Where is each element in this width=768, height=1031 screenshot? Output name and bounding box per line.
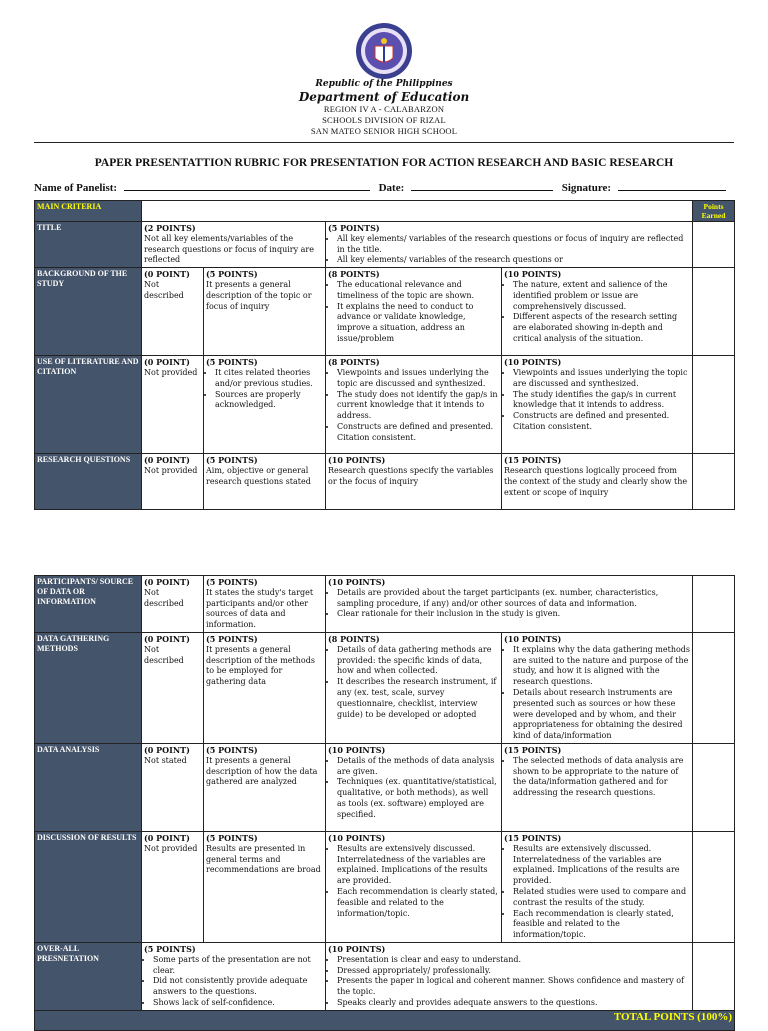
literature-5pts: (5 POINTS) • It cites related theories and/or previous studies. • Sources are properly acknowledged. xyxy=(204,356,326,454)
criterion-gathering: DATA GATHERING METHODS xyxy=(35,632,142,743)
signature-label: Signature: xyxy=(561,182,612,194)
participants-points-cell[interactable] xyxy=(693,576,735,633)
participants-0pt: (0 POINT) Not described xyxy=(142,576,204,633)
header-blank xyxy=(142,201,693,222)
points-earned-header: Points Earned xyxy=(693,201,735,222)
participants-5pts: (5 POINTS) It states the study's target participants and/or other sources of data and information. xyxy=(204,576,326,633)
total-points-row: TOTAL POINTS (100%) xyxy=(35,1010,735,1030)
signature-blank[interactable] xyxy=(618,181,726,191)
region-line: REGION IV A - CALABARZON xyxy=(323,104,445,114)
criterion-participants: PARTICIPANTS/ SOURCE OF DATA OR INFORMATION xyxy=(35,576,142,633)
criterion-title: TITLE xyxy=(35,222,142,268)
criterion-questions: RESEARCH QUESTIONS xyxy=(35,454,142,510)
analysis-5pts: (5 POINTS) It presents a general description of how the data gathered are analyzed xyxy=(204,743,326,831)
date-blank[interactable] xyxy=(411,181,553,191)
rubric-table-part1 xyxy=(34,200,735,510)
document-title: PAPER PRESENTATTION RUBRIC FOR PRESENTATION FOR ACTION RESEARCH AND BASIC RESEARCH xyxy=(94,157,674,169)
discussion-points-cell[interactable] xyxy=(693,831,735,942)
overall-10pts: (10 POINTS) • Presentation is clear and easy to understand. • Dressed appropriately/ professionally. • Presents the paper in logical and coherent manner. Shows confidence and mastery of the topic. • Speaks clearly and provides adequate answers to the questions. xyxy=(326,942,693,1010)
panelist-label: Name of Panelist: xyxy=(34,182,118,194)
background-0pt: (0 POINT) Not described xyxy=(142,268,204,356)
discussion-15pts: (15 POINTS) • Results are extensively discussed. Interrelatedness of the variables are explained. Implications of the results are provided. • Related studies were used to compare and contrast the results of the study. • Each recommendation is clearly stated, feasible and related to the information/topic. xyxy=(502,831,693,942)
criterion-analysis: DATA ANALYSIS xyxy=(35,743,142,831)
main-criteria-header: MAIN CRITERIA xyxy=(35,201,142,222)
background-8pts: (8 POINTS) • The educational relevance and timeliness of the topic are shown. • It explains the need to conduct to advance or validate knowledge, improve a situation, address an issue/problem xyxy=(326,268,502,356)
gathering-5pts: (5 POINTS) It presents a general description of the methods to be employed for gathering data xyxy=(204,632,326,743)
criterion-discussion: DISCUSSION OF RESULTS xyxy=(35,831,142,942)
gathering-0pt: (0 POINT) Not described xyxy=(142,632,204,743)
criterion-literature: USE OF LITERATURE AND CITATION xyxy=(35,356,142,454)
division-line: SCHOOLS DIVISION OF RIZAL xyxy=(322,115,446,125)
analysis-10pts: (10 POINTS) • Details of the methods of data analysis are given. • Techniques (ex. quantitative/statistical, qualitative, or both methods), as well as tools (ex. software) employed are specified. xyxy=(326,743,502,831)
gathering-points-cell[interactable] xyxy=(693,632,735,743)
title-points-cell[interactable] xyxy=(693,222,735,268)
overall-points-cell[interactable] xyxy=(693,942,735,1010)
literature-points-cell[interactable] xyxy=(693,356,735,454)
department-heading: Department of Education xyxy=(298,90,470,104)
discussion-10pts: (10 POINTS) • Results are extensively discussed. Interrelatedness of the variables are explained. Implications of the results are provided. • Each recommendation is clearly stated, feasible and related to the information/topic. xyxy=(326,831,502,942)
questions-points-cell[interactable] xyxy=(693,454,735,510)
literature-8pts: (8 POINTS) • Viewpoints and issues underlying the topic are discussed and synthesized. • The study does not identify the gap/s in current knowledge that it intends to address. • Constructs are defined and presented. Citation consistent. xyxy=(326,356,502,454)
questions-5pts: (5 POINTS) Aim, objective or general research questions stated xyxy=(204,454,326,510)
rubric-table-part2 xyxy=(34,575,735,1031)
header-divider xyxy=(34,142,734,143)
background-5pts: (5 POINTS) It presents a general description of the topic or focus of inquiry xyxy=(204,268,326,356)
literature-0pt: (0 POINT) Not provided xyxy=(142,356,204,454)
criterion-overall: OVER-ALL PRESNETATION xyxy=(35,942,142,1010)
background-points-cell[interactable] xyxy=(693,268,735,356)
date-label: Date: xyxy=(378,182,405,194)
panelist-blank[interactable] xyxy=(124,181,370,191)
gathering-10pts: (10 POINTS) • It explains why the data gathering methods are suited to the nature and purpose of the study, and how it is aligned with the research questions. • Details about research instruments are presented such as sources or how these were developed and by whom, and their appropriateness for obtaining the desired kind of data/information xyxy=(502,632,693,743)
discussion-0pt: (0 POINT) Not provided xyxy=(142,831,204,942)
title-5pts: (5 POINTS) • All key elements/ variables of the research questions or focus of inquiry are reflected in the title. • All key elements/ variables of the research questions or xyxy=(326,222,693,268)
panelist-fields xyxy=(34,181,734,194)
analysis-15pts: (15 POINTS) • The selected methods of data analysis are shown to be appropriate to the nature of the data/information gathered and for addressing the research questions. xyxy=(502,743,693,831)
participants-10pts: (10 POINTS) • Details are provided about the target participants (ex. number, characteristics, sampling procedure, if any) and/or other sources of data and information. • Clear rationale for their inclusion in the study is given. xyxy=(326,576,693,633)
analysis-0pt: (0 POINT) Not stated xyxy=(142,743,204,831)
criterion-background: BACKGROUND OF THE STUDY xyxy=(35,268,142,356)
title-2pts: (2 POINTS) Not all key elements/variables of the research questions or focus of inquiry are reflected xyxy=(142,222,326,268)
background-10pts: (10 POINTS) • The nature, extent and salience of the identified problem or issue are comprehensively discussed. • Different aspects of the research setting are elaborated showing in-depth and critical analysis of the situation. xyxy=(502,268,693,356)
school-line: SAN MATEO SENIOR HIGH SCHOOL xyxy=(310,126,458,136)
literature-10pts: (10 POINTS) • Viewpoints and issues underlying the topic are discussed and synthesized. • The study identifies the gap/s in current knowledge that it intends to address. • Constructs are defined and presented. Citation consistent. xyxy=(502,356,693,454)
overall-5pts: (5 POINTS) • Some parts of the presentation are not clear. • Did not consistently provide adequate answers to the questions. • Shows lack of self-confidence. xyxy=(142,942,326,1010)
deped-seal-logo xyxy=(355,22,413,80)
republic-heading: Republic of the Philippines xyxy=(315,79,453,89)
analysis-points-cell[interactable] xyxy=(693,743,735,831)
questions-0pt: (0 POINT) Not provided xyxy=(142,454,204,510)
questions-10pts: (10 POINTS) Research questions specify the variables or the focus of inquiry xyxy=(326,454,502,510)
questions-15pts: (15 POINTS) Research questions logically proceed from the context of the study and clearly show the extent or scope of inquiry xyxy=(502,454,693,510)
gathering-8pts: (8 POINTS) • Details of data gathering methods are provided: the specific kinds of data, how and when collected. • It describes the research instrument, if any (ex. test, scale, survey questionnaire, checklist, interview guide) to be developed or adopted xyxy=(326,632,502,743)
discussion-5pts: (5 POINTS) Results are presented in general terms and recommendations are broad xyxy=(204,831,326,942)
